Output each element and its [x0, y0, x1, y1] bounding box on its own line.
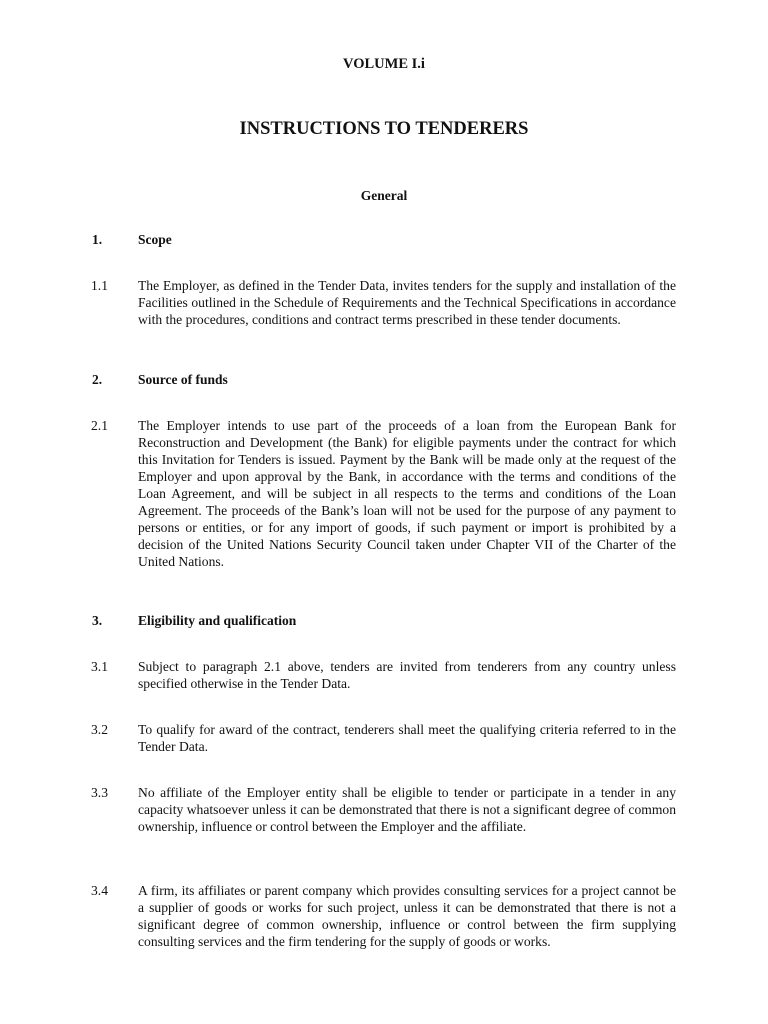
paragraph-number: 3.1: [91, 659, 108, 674]
document-title: INSTRUCTIONS TO TENDERERS: [239, 119, 529, 139]
section-number: 3.: [92, 613, 103, 628]
paragraph-number: 3.2: [91, 722, 108, 737]
paragraph-text: The Employer, as defined in the Tender Data, invites tenders for the supply and installation of the Facilities outlined in the Schedule of Requirements and the Technical Specifications in accordance with the procedures, conditions and contract terms prescribed in these tender documents.: [138, 278, 676, 327]
section-title: Source of funds: [138, 372, 228, 387]
section-heading-general: General: [360, 188, 408, 203]
section-title: Scope: [138, 232, 172, 247]
paragraph-number: 3.3: [91, 785, 108, 800]
paragraph-text: No affiliate of the Employer entity shall be eligible to tender or participate in a tender in any capacity whatsoever unless it can be demonstrated that there is not a significant degree of common ownership, influence or control between the Employer and the affiliate.: [138, 785, 676, 834]
paragraph-text: To qualify for award of the contract, tenderers shall meet the qualifying criteria referred to in the Tender Data.: [138, 722, 676, 754]
section-number: 1.: [92, 232, 103, 247]
paragraph-number: 1.1: [91, 278, 108, 293]
volume-label: VOLUME I.i: [343, 56, 425, 72]
paragraph-text: The Employer intends to use part of the proceeds of a loan from the European Bank for Reconstruction and Development (the Bank) for eligible payments under the contract for which this Invitation for Tenders is issued. Payment by the Bank will be made only at the request of the Employer and upon approval by the Bank, in accordance with the terms and conditions of the Loan Agreement, and will be subject in all respects to the terms and conditions of the Loan Agreement. The proceeds of the Bank’s loan will not be used for the purpose of any payment to persons or entities, or for any import of goods, if such payment or import is prohibited by a decision of the United Nations Security Council taken under Chapter VII of the Charter of the United Nations.: [138, 418, 676, 569]
paragraph-number: 3.4: [91, 883, 108, 898]
paragraph-number: 2.1: [91, 418, 108, 433]
section-number: 2.: [92, 372, 103, 387]
section-title: Eligibility and qualification: [138, 613, 297, 628]
paragraph-text: Subject to paragraph 2.1 above, tenders are invited from tenderers from any country unless specified otherwise in the Tender Data.: [138, 659, 676, 691]
paragraph-text: A firm, its affiliates or parent company which provides consulting services for a project cannot be a supplier of goods or works for such project, unless it can be demonstrated that there is not a significant degree of common ownership, influence or control between the firm supplying consulting services and the firm tendering for the supply of goods or works.: [138, 883, 676, 949]
